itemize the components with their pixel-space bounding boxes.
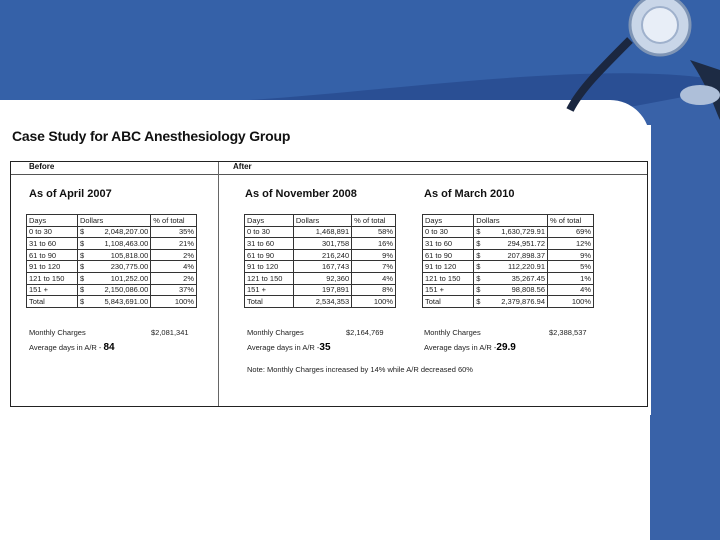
ar-days-label: Average days in A/R - [424, 343, 497, 352]
table-row [27, 238, 197, 250]
table-row [423, 296, 594, 308]
days-cell: Total [423, 296, 474, 308]
ar-table-2010 [422, 214, 594, 308]
currency-cell [293, 296, 306, 308]
dollars-cell: 1,468,891 [306, 226, 352, 238]
currency-cell: $ [77, 284, 90, 296]
pct-cell: 4% [151, 261, 197, 273]
days-cell: Total [27, 296, 78, 308]
days-cell: 151 + [27, 284, 78, 296]
pct-cell: 7% [352, 261, 396, 273]
monthly-charges-value-2010: $2,388,537 [549, 328, 587, 337]
dollars-cell: 207,898.37 [486, 249, 547, 261]
days-cell: 91 to 120 [423, 261, 474, 273]
pct-cell: 9% [352, 249, 396, 261]
days-cell: 61 to 90 [423, 249, 474, 261]
ar-table-2008 [244, 214, 396, 308]
days-cell: 151 + [423, 284, 474, 296]
dollars-cell: 2,379,876.94 [486, 296, 547, 308]
currency-cell: $ [77, 226, 90, 238]
pct-cell: 4% [352, 272, 396, 284]
period-title-2008: As of November 2008 [245, 188, 357, 200]
pct-cell: 16% [352, 238, 396, 250]
period-title-2010: As of March 2010 [424, 188, 515, 200]
dollars-cell: 101,252.00 [90, 272, 151, 284]
monthly-charges-label-2008: Monthly Charges [247, 328, 304, 337]
monthly-charges-value-2008: $2,164,769 [346, 328, 384, 337]
pct-cell: 100% [548, 296, 594, 308]
days-cell: 0 to 30 [423, 226, 474, 238]
table-row [423, 261, 594, 273]
pct-cell: 2% [151, 249, 197, 261]
ar-days-2007 [29, 342, 115, 353]
days-cell: 61 to 90 [27, 249, 78, 261]
ar-days-value: 84 [103, 342, 115, 353]
days-cell: 0 to 30 [245, 226, 294, 238]
days-header: Days [27, 215, 78, 227]
dollars-cell: 92,360 [306, 272, 352, 284]
pct-cell: 5% [548, 261, 594, 273]
days-cell: 61 to 90 [245, 249, 294, 261]
dollars-cell: 105,818.00 [90, 249, 151, 261]
pct-cell: 100% [151, 296, 197, 308]
table-row [245, 226, 396, 238]
days-cell: 31 to 60 [245, 238, 294, 250]
days-cell: 0 to 30 [27, 226, 78, 238]
table-row [245, 238, 396, 250]
pct-cell: 8% [352, 284, 396, 296]
table-row [245, 296, 396, 308]
dollars-header: Dollars [77, 215, 150, 227]
case-study-document [8, 125, 651, 415]
monthly-charges-value-2007: $2,081,341 [151, 328, 189, 337]
document-title: Case Study for ABC Anesthesiology Group [12, 128, 291, 144]
table-row [245, 249, 396, 261]
table-row [27, 284, 197, 296]
ar-days-label: Average days in A/R - [247, 343, 320, 352]
dollars-cell: 5,843,691.00 [90, 296, 151, 308]
table-row [423, 238, 594, 250]
days-cell: Total [245, 296, 294, 308]
ar-days-2008 [247, 342, 331, 353]
pct-cell: 100% [352, 296, 396, 308]
currency-cell: $ [474, 261, 487, 273]
dollars-cell: 301,758 [306, 238, 352, 250]
currency-cell: $ [77, 238, 90, 250]
dollars-cell: 112,220.91 [486, 261, 547, 273]
header-divider [11, 174, 647, 175]
after-label: After [233, 162, 252, 171]
dollars-cell: 197,891 [306, 284, 352, 296]
table-row [27, 249, 197, 261]
comparison-frame [10, 161, 648, 407]
days-header: Days [423, 215, 474, 227]
table-row [245, 272, 396, 284]
dollars-cell: 35,267.45 [486, 272, 547, 284]
days-cell: 31 to 60 [27, 238, 78, 250]
table-row [27, 296, 197, 308]
stethoscope-image [540, 0, 720, 120]
dollars-cell: 2,534,353 [306, 296, 352, 308]
ar-days-label: Average days in A/R - [29, 343, 102, 352]
dollars-cell: 1,630,729.91 [486, 226, 547, 238]
pct-header: % of total [352, 215, 396, 227]
ar-days-value: 35 [319, 342, 331, 353]
currency-cell: $ [474, 272, 487, 284]
pct-cell: 4% [548, 284, 594, 296]
ar-days-value: 29.9 [496, 342, 516, 353]
monthly-charges-label-2007: Monthly Charges [29, 328, 86, 337]
currency-cell [293, 261, 306, 273]
currency-cell [293, 272, 306, 284]
table-header-row [27, 215, 197, 227]
pct-cell: 1% [548, 272, 594, 284]
table-row [27, 272, 197, 284]
currency-cell [293, 226, 306, 238]
before-after-divider [218, 162, 219, 406]
table-row [423, 249, 594, 261]
pct-cell: 58% [352, 226, 396, 238]
days-header: Days [245, 215, 294, 227]
table-row [245, 261, 396, 273]
currency-cell: $ [77, 272, 90, 284]
table-header-row [423, 215, 594, 227]
currency-cell [293, 238, 306, 250]
table-row [423, 272, 594, 284]
currency-cell: $ [474, 296, 487, 308]
table-row [245, 284, 396, 296]
dollars-cell: 2,150,086.00 [90, 284, 151, 296]
dollars-cell: 167,743 [306, 261, 352, 273]
days-cell: 121 to 150 [245, 272, 294, 284]
currency-cell: $ [77, 261, 90, 273]
days-cell: 121 to 150 [423, 272, 474, 284]
days-cell: 121 to 150 [27, 272, 78, 284]
dollars-cell: 216,240 [306, 249, 352, 261]
table-row [27, 261, 197, 273]
table-header-row [245, 215, 396, 227]
period-title-2007: As of April 2007 [29, 188, 112, 200]
days-cell: 151 + [245, 284, 294, 296]
dollars-cell: 2,048,207.00 [90, 226, 151, 238]
pct-cell: 35% [151, 226, 197, 238]
table-row [423, 284, 594, 296]
pct-header: % of total [548, 215, 594, 227]
days-cell: 31 to 60 [423, 238, 474, 250]
currency-cell [293, 284, 306, 296]
table-row [27, 226, 197, 238]
before-label: Before [29, 162, 55, 171]
monthly-charges-label-2010: Monthly Charges [424, 328, 481, 337]
dollars-header: Dollars [474, 215, 548, 227]
pct-cell: 21% [151, 238, 197, 250]
dollars-cell: 1,108,463.00 [90, 238, 151, 250]
ar-table-2007 [26, 214, 197, 308]
days-cell: 91 to 120 [27, 261, 78, 273]
currency-cell: $ [474, 249, 487, 261]
dollars-cell: 98,808.56 [486, 284, 547, 296]
pct-cell: 9% [548, 249, 594, 261]
table-row [423, 226, 594, 238]
dollars-header: Dollars [293, 215, 351, 227]
currency-cell [293, 249, 306, 261]
pct-cell: 37% [151, 284, 197, 296]
currency-cell: $ [77, 249, 90, 261]
currency-cell: $ [474, 226, 487, 238]
pct-cell: 12% [548, 238, 594, 250]
pct-cell: 2% [151, 272, 197, 284]
pct-cell: 69% [548, 226, 594, 238]
currency-cell: $ [474, 284, 487, 296]
dollars-cell: 294,951.72 [486, 238, 547, 250]
summary-note: Note: Monthly Charges increased by 14% while A/R decreased 60% [247, 365, 473, 374]
currency-cell: $ [474, 238, 487, 250]
pct-header: % of total [151, 215, 197, 227]
days-cell: 91 to 120 [245, 261, 294, 273]
dollars-cell: 230,775.00 [90, 261, 151, 273]
currency-cell: $ [77, 296, 90, 308]
ar-days-2010 [424, 342, 516, 353]
